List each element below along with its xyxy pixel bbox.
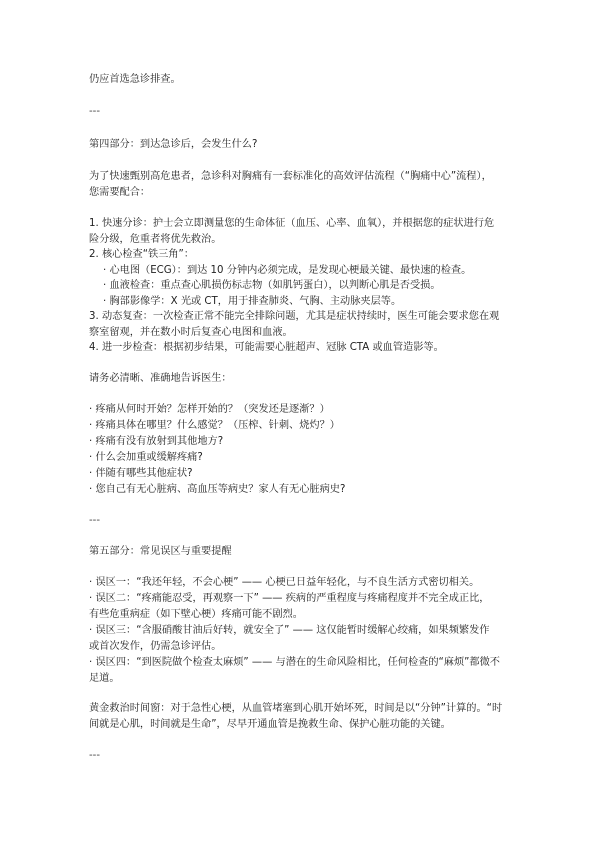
step3-line2: 察室留观，并在数小时后复查心电图和血液。	[89, 327, 293, 338]
golden-window-line1: 黄金救治时间窗：对于急性心梗，从血管堵塞到心肌开始坏死，时间是以“分钟”计算的。“时	[89, 703, 503, 714]
question-item: · 伴随有哪些其他症状?	[89, 468, 193, 479]
part4-heading: 第四部分：到达急诊后，会发生什么?	[89, 139, 258, 150]
myth-item: · 误区一：“我还年轻，不会心梗” —— 心梗已日益年轻化，与不良生活方式密切相关。	[89, 577, 480, 588]
part4-intro-line2: 您需要配合：	[89, 187, 151, 198]
step1-line2: 险分级，危重者将优先救治。	[89, 234, 222, 245]
question-item: · 疼痛从何时开始？怎样开始的？（突发还是逐渐？）	[89, 404, 330, 415]
question-item: · 疼痛有没有放射到其他地方?	[89, 436, 224, 447]
part4-intro-line1: 为了快速甄别高危患者，急诊科对胸痛有一套标准化的高效评估流程（“胸痛中心”流程），	[89, 171, 492, 182]
question-item: · 什么会加重或缓解疼痛?	[89, 452, 203, 463]
step2-title: 2. 核心检查“铁三角”：	[89, 249, 195, 260]
part5-heading: 第五部分：常见误区与重要提醒	[89, 546, 232, 557]
step4-line: 4. 进一步检查：根据初步结果，可能需要心脏超声、冠脉 CTA 或血管造影等。	[89, 342, 444, 353]
myth-item: · 误区四：“到医院做个检查太麻烦” —— 与潜在的生命风险相比，任何检查的“麻烦”都微不	[89, 657, 500, 668]
myth-item-continued: 或首次发作，仍需急诊评估。	[89, 641, 222, 652]
step2-blood-item: · 血液检查：重点查心肌损伤标志物（如肌钙蛋白），以判断心肌是否受损。	[103, 280, 441, 291]
step1-line1: 1. 快速分诊：护士会立即测量您的生命体征（血压、心率、血氧），并根据您的症状进行危	[89, 218, 495, 229]
myth-item-continued: 有些危重病症（如下壁心梗）疼痛可能不剧烈。	[89, 609, 303, 620]
question-item: · 疼痛具体在哪里？什么感觉？（压榨、针刺、烧灼？）	[89, 420, 340, 431]
intro-tail-text: 仍应首选急诊排查。	[89, 74, 181, 85]
step2-imaging-item: · 胸部影像学：X 光或 CT，用于排查肺炎、气胸、主动脉夹层等。	[103, 296, 402, 307]
myth-item-continued: 足道。	[89, 673, 120, 684]
separator: ---	[89, 515, 101, 526]
separator: ---	[89, 750, 101, 761]
step2-ecg-item: · 心电图（ECG）：到达 10 分钟内必须完成，是发现心梗最关键、最快速的检查。	[103, 265, 472, 276]
myth-item: · 误区三：“含服硝酸甘油后好转，就安全了” —— 这仅能暂时缓解心绞痛，如果频繁发作	[89, 625, 490, 636]
golden-window-line2: 间就是心肌，时间就是生命”，尽早开通血管是挽救生命、保护心脏功能的关键。	[89, 719, 451, 730]
question-item: · 您自己有无心脏病、高血压等病史？家人有无心脏病史?	[89, 484, 346, 495]
step3-line1: 3. 动态复查：一次检查正常不能完全排除问题，尤其是症状持续时，医生可能会要求您在观	[89, 311, 500, 322]
separator: ---	[89, 106, 101, 117]
myth-item: · 误区二：“疼痛能忍受，再观察一下” —— 疾病的严重程度与疼痛程度并不完全成正比，	[89, 593, 490, 604]
tell-doctor-heading: 请务必清晰、准确地告诉医生：	[89, 373, 232, 384]
